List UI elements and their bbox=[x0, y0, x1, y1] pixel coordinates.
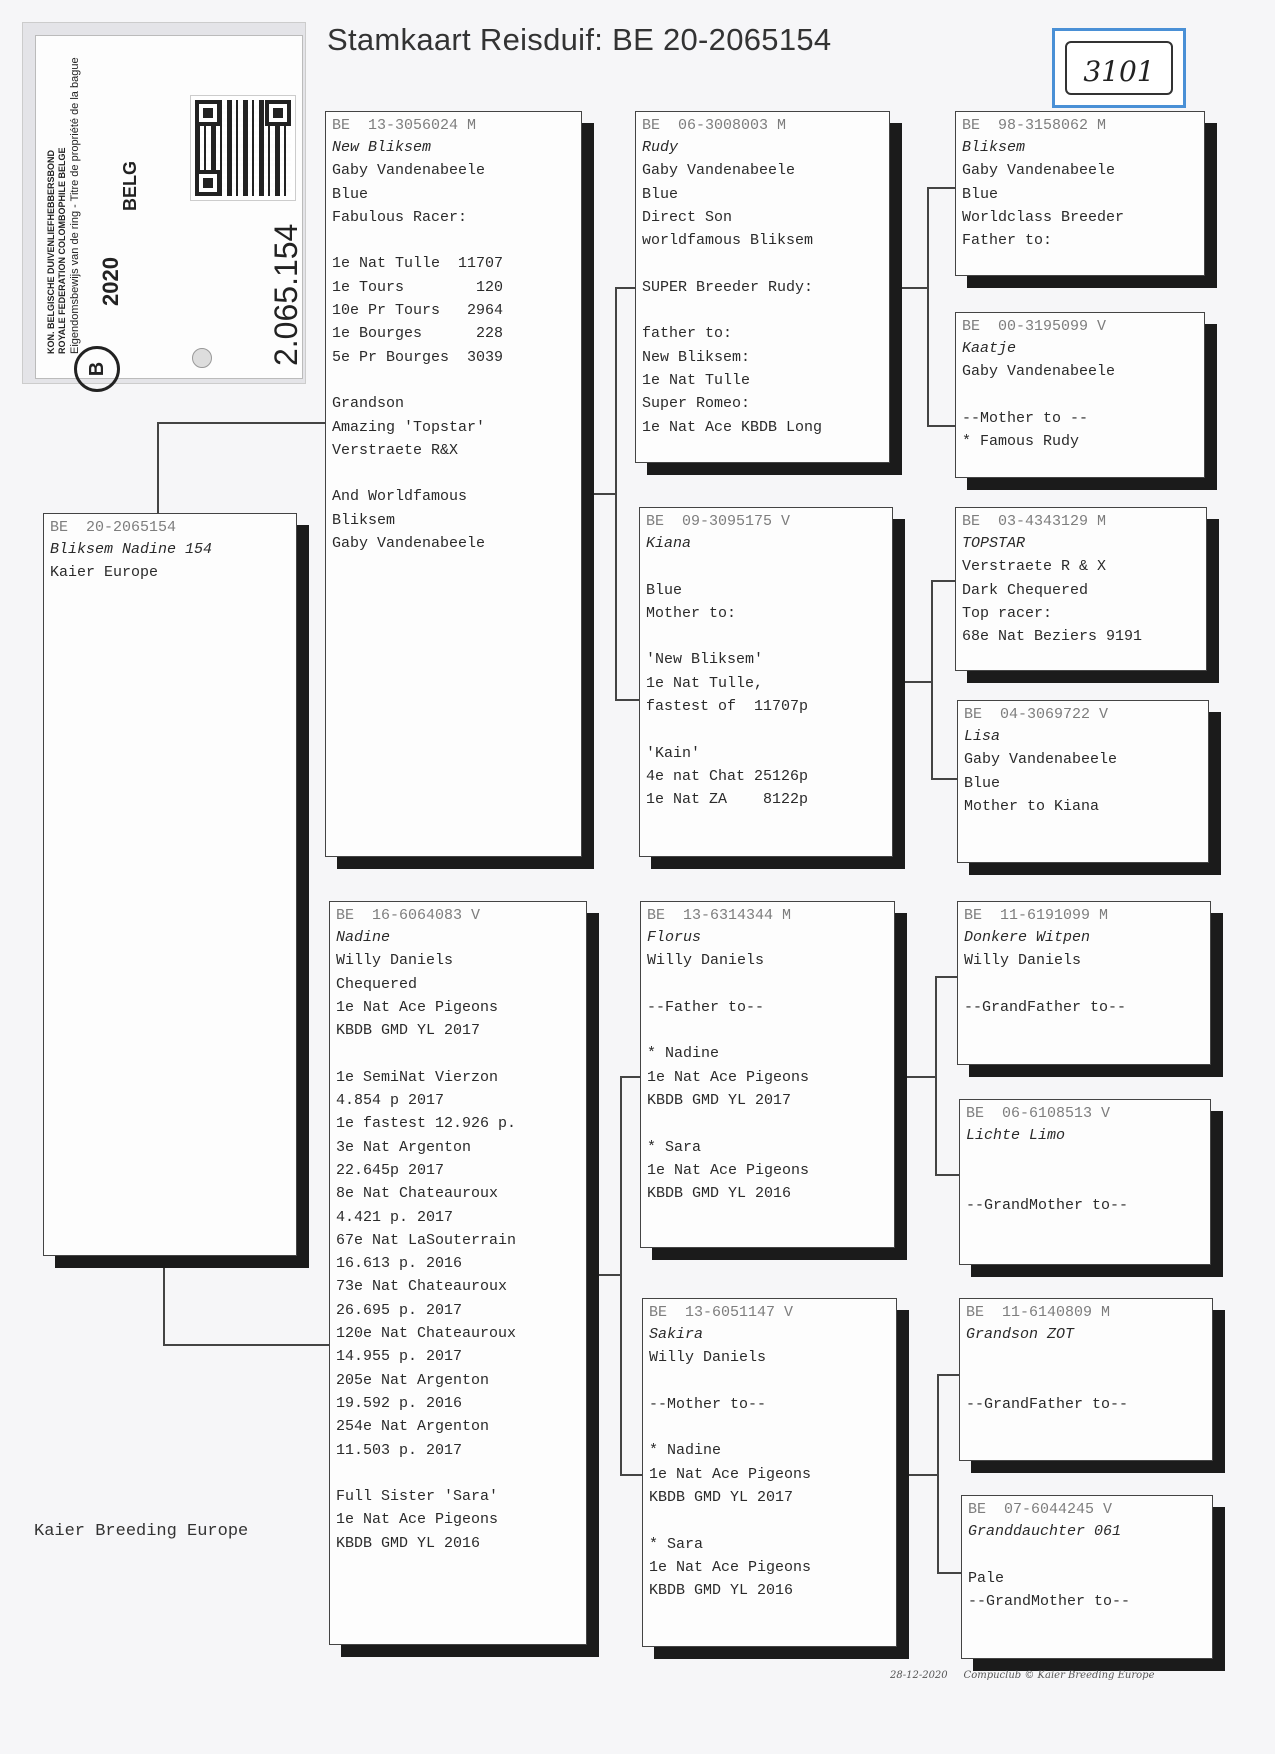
pigeon-name: Kiana bbox=[646, 535, 692, 552]
connector-line bbox=[937, 1374, 961, 1376]
pedigree-line: Worldclass Breeder bbox=[962, 208, 1125, 226]
pedigree-line: Chequered bbox=[336, 975, 418, 993]
pedigree-line bbox=[649, 1416, 890, 1439]
pigeon-name: TOPSTAR bbox=[962, 535, 1026, 552]
pedigree-line bbox=[332, 369, 575, 392]
pedigree-line: Mother to: bbox=[646, 604, 737, 622]
ring-card-country: BELG bbox=[120, 160, 140, 211]
pedigree-line: worldfamous Bliksem bbox=[642, 232, 814, 250]
connector-line bbox=[582, 493, 616, 495]
pedigree-line: And Worldfamous bbox=[332, 488, 468, 506]
sire-dam-box bbox=[639, 507, 893, 857]
pedigree-line bbox=[646, 718, 886, 741]
connector-line bbox=[927, 187, 955, 189]
pedigree-line: KBDB GMD YL 2016 bbox=[336, 1534, 481, 1552]
pedigree-line: Gaby Vandenabeele bbox=[642, 162, 796, 180]
pigeon-name: Nadine bbox=[336, 929, 391, 946]
sire-dam-sire-box bbox=[955, 507, 1207, 671]
pedigree-line bbox=[646, 625, 886, 648]
pedigree-line: Mother to Kiana bbox=[964, 797, 1100, 815]
dam-sire-sire-box bbox=[957, 901, 1211, 1065]
pedigree-line bbox=[332, 229, 575, 252]
dam-sire-box bbox=[640, 901, 895, 1248]
connector-line bbox=[935, 976, 937, 1176]
pigeon-name: Rudy bbox=[642, 139, 679, 156]
pedigree-line: 'Kain' bbox=[646, 744, 701, 762]
ring-ownership-card bbox=[22, 22, 306, 384]
dam-dam-box bbox=[642, 1298, 897, 1647]
pedigree-line: 1e Nat Ace Pigeons bbox=[336, 998, 499, 1016]
pedigree-line bbox=[649, 1370, 890, 1393]
stamp-number: 3101 bbox=[1083, 55, 1155, 88]
dam-dam-dam-box bbox=[961, 1495, 1213, 1659]
connector-line bbox=[931, 778, 957, 780]
ring-number: BE 11-6191099 M bbox=[964, 907, 1109, 924]
ring-card-org-line2: ROYALE FEDERATION COLOMBOPHILE BELGE bbox=[57, 147, 67, 354]
pedigree-line: 10e Pr Tours 2964 bbox=[332, 302, 504, 320]
pedigree-line: 67e Nat LaSouterrain bbox=[336, 1231, 517, 1249]
pedigree-line: Willy Daniels bbox=[964, 952, 1082, 970]
pedigree-line: Top racer: bbox=[962, 604, 1053, 622]
pigeon-name: Grandson ZOT bbox=[966, 1326, 1075, 1343]
pedigree-line: Bliksem bbox=[332, 511, 396, 529]
pedigree-line: Willy Daniels bbox=[649, 1349, 767, 1367]
ring-number: BE 00-3195099 V bbox=[962, 318, 1107, 335]
pedigree-line: Dark Chequered bbox=[962, 581, 1089, 599]
dam-box bbox=[329, 901, 587, 1645]
pedigree-line: Amazing 'Topstar' bbox=[332, 418, 486, 436]
pedigree-line: Verstraete R & X bbox=[962, 558, 1107, 576]
ring-card-org-line1: KON. BELGISCHE DUIVENLIEFHEBBERSBOND bbox=[46, 149, 56, 354]
pedigree-line: 1e Nat Tulle, bbox=[646, 674, 764, 692]
connector-line bbox=[902, 287, 928, 289]
pedigree-line: 68e Nat Beziers 9191 bbox=[962, 628, 1143, 646]
pedigree-line: 1e Nat ZA 8122p bbox=[646, 791, 809, 809]
pedigree-line: * Famous Rudy bbox=[962, 433, 1080, 451]
pigeon-name: Lichte Limo bbox=[966, 1127, 1066, 1144]
pedigree-line: KBDB GMD YL 2017 bbox=[647, 1092, 792, 1110]
pedigree-line: Gaby Vandenabeele bbox=[962, 162, 1116, 180]
ring-number: BE 07-6044245 V bbox=[968, 1501, 1113, 1518]
pedigree-line: KBDB GMD YL 2017 bbox=[336, 1022, 481, 1040]
connector-line bbox=[163, 1344, 329, 1346]
pedigree-line: 1e Nat Tulle 11707 bbox=[332, 255, 504, 273]
pedigree-line: Gaby Vandenabeele bbox=[332, 162, 486, 180]
pedigree-line: 14.955 p. 2017 bbox=[336, 1348, 463, 1366]
pedigree-line: --Father to-- bbox=[647, 998, 765, 1016]
pedigree-line bbox=[966, 1171, 1204, 1194]
sire-sire-dam-box bbox=[955, 312, 1205, 478]
ring-card-doc-line: Eigendomsbewijs van de ring - Titre de propriété de la bague bbox=[69, 57, 81, 354]
pedigree-line: Blue bbox=[964, 774, 1001, 792]
pigeon-name: Kaatje bbox=[962, 340, 1017, 357]
pedigree-line: 1e Bourges 228 bbox=[332, 325, 504, 343]
connector-line bbox=[620, 1076, 622, 1476]
ring-number: BE 09-3095175 V bbox=[646, 513, 791, 530]
pedigree-line: 1e fastest 12.926 p. bbox=[336, 1115, 517, 1133]
punch-hole bbox=[192, 348, 212, 368]
dam-dam-sire-box bbox=[959, 1298, 1213, 1461]
pedigree-line bbox=[646, 555, 886, 578]
handwritten-number-stamp bbox=[1052, 28, 1186, 108]
pedigree-line: 22.645p 2017 bbox=[336, 1161, 445, 1179]
pedigree-line: 16.613 p. 2016 bbox=[336, 1255, 463, 1273]
pedigree-line: 120e Nat Chateauroux bbox=[336, 1325, 517, 1343]
ring-number: BE 06-3008003 M bbox=[642, 117, 787, 134]
ring-number: BE 13-3056024 M bbox=[332, 117, 477, 134]
ring-number: BE 16-6064083 V bbox=[336, 907, 481, 924]
pigeon-name: New Bliksem bbox=[332, 139, 432, 156]
connector-line bbox=[587, 1274, 621, 1276]
pedigree-line: Blue bbox=[332, 185, 369, 203]
ring-card-number: 2.065.154 bbox=[268, 223, 304, 366]
ring-number: BE 20-2065154 bbox=[50, 519, 177, 536]
pedigree-line: father to: bbox=[642, 325, 733, 343]
dam-sire-dam-box bbox=[959, 1099, 1211, 1265]
sire-sire-sire-box bbox=[955, 111, 1205, 276]
pedigree-line: 1e Nat Ace Pigeons bbox=[336, 1511, 499, 1529]
pedigree-line: 1e Nat Tulle bbox=[642, 371, 751, 389]
pedigree-line: 4.854 p 2017 bbox=[336, 1092, 445, 1110]
pedigree-line: KBDB GMD YL 2016 bbox=[647, 1185, 792, 1203]
connector-line bbox=[935, 976, 959, 978]
ring-number: BE 11-6140809 M bbox=[966, 1304, 1111, 1321]
pedigree-line: 19.592 p. 2016 bbox=[336, 1394, 463, 1412]
pedigree-line bbox=[962, 384, 1198, 407]
pedigree-line: --GrandMother to-- bbox=[966, 1196, 1129, 1214]
connector-line bbox=[615, 287, 617, 700]
pedigree-line: Gaby Vandenabeele bbox=[962, 363, 1116, 381]
connector-line bbox=[906, 1076, 936, 1078]
pedigree-line bbox=[647, 1112, 888, 1135]
pedigree-line: --GrandMother to-- bbox=[968, 1592, 1131, 1610]
pigeon-name: Granddauchter 061 bbox=[968, 1523, 1122, 1540]
connector-line bbox=[931, 580, 957, 582]
ring-number: BE 06-6108513 V bbox=[966, 1105, 1111, 1122]
connector-line bbox=[931, 580, 933, 780]
sire-box bbox=[325, 111, 582, 857]
pedigree-line: New Bliksem: bbox=[642, 348, 751, 366]
pedigree-line: * Nadine bbox=[647, 1045, 720, 1063]
connector-line bbox=[908, 1474, 938, 1476]
ring-number: BE 98-3158062 M bbox=[962, 117, 1107, 134]
pigeon-name: Florus bbox=[647, 929, 702, 946]
pedigree-line bbox=[968, 1543, 1206, 1566]
pedigree-line: --Mother to -- bbox=[962, 409, 1089, 427]
pigeon-name: Bliksem bbox=[962, 139, 1026, 156]
pedigree-line: Super Romeo: bbox=[642, 395, 751, 413]
pedigree-line bbox=[966, 1147, 1204, 1170]
pedigree-line: 1e Nat Ace Pigeons bbox=[647, 1161, 810, 1179]
ring-card-inner bbox=[35, 35, 303, 379]
pedigree-line: Fabulous Racer: bbox=[332, 208, 468, 226]
pedigree-line: Blue bbox=[642, 185, 679, 203]
pedigree-line bbox=[647, 1019, 888, 1042]
pedigree-line bbox=[332, 462, 575, 485]
ring-number: BE 03-4343129 M bbox=[962, 513, 1107, 530]
connector-line bbox=[620, 1474, 642, 1476]
pedigree-line: 1e SemiNat Vierzon bbox=[336, 1068, 499, 1086]
pedigree-line: Verstraete R&X bbox=[332, 441, 459, 459]
pedigree-line: Willy Daniels bbox=[647, 952, 765, 970]
pedigree-line: 73e Nat Chateauroux bbox=[336, 1278, 508, 1296]
pedigree-line: Gaby Vandenabeele bbox=[332, 535, 486, 553]
pedigree-line: * Nadine bbox=[649, 1442, 722, 1460]
connector-line bbox=[620, 1076, 640, 1078]
pedigree-line: Blue bbox=[962, 185, 999, 203]
pedigree-line: 5e Pr Bourges 3039 bbox=[332, 348, 504, 366]
page-title: Stamkaart Reisduif: BE 20-2065154 bbox=[327, 22, 832, 57]
pedigree-line: SUPER Breeder Rudy: bbox=[642, 278, 814, 296]
pedigree-line: * Sara bbox=[649, 1535, 704, 1553]
pedigree-line: 11.503 p. 2017 bbox=[336, 1441, 463, 1459]
pedigree-line: fastest of 11707p bbox=[646, 698, 809, 716]
pedigree-line: 4.421 p. 2017 bbox=[336, 1208, 454, 1226]
pedigree-line bbox=[642, 252, 883, 275]
pedigree-line: Willy Daniels bbox=[336, 952, 454, 970]
pedigree-line: 3e Nat Argenton bbox=[336, 1138, 472, 1156]
pedigree-line: Kaier Europe bbox=[50, 564, 159, 582]
connector-line bbox=[163, 1266, 165, 1346]
pedigree-line: 1e Nat Ace KBDB Long bbox=[642, 418, 823, 436]
pedigree-line: * Sara bbox=[647, 1138, 702, 1156]
ring-card-year: 2020 bbox=[98, 257, 123, 306]
pedigree-line: 1e Tours 120 bbox=[332, 278, 504, 296]
pedigree-line: Grandson bbox=[332, 395, 405, 413]
pedigree-line bbox=[964, 973, 1204, 996]
ring-card-org-text bbox=[46, 57, 82, 354]
pedigree-line: KBDB GMD YL 2017 bbox=[649, 1489, 794, 1507]
pedigree-line: --GrandFather to-- bbox=[964, 998, 1127, 1016]
sire-dam-dam-box bbox=[957, 700, 1209, 863]
kbdb-logo-icon: B bbox=[74, 346, 120, 392]
pedigree-line: KBDB GMD YL 2016 bbox=[649, 1582, 794, 1600]
pedigree-line bbox=[336, 1042, 580, 1065]
pedigree-line: Pale bbox=[968, 1569, 1005, 1587]
pedigree-line bbox=[966, 1370, 1206, 1393]
pedigree-line: 1e Nat Ace Pigeons bbox=[649, 1465, 812, 1483]
pigeon-name: Sakira bbox=[649, 1326, 704, 1343]
pigeon-name: Lisa bbox=[964, 728, 1001, 745]
pedigree-line bbox=[649, 1509, 890, 1532]
pedigree-line bbox=[336, 1462, 580, 1485]
connector-line bbox=[935, 1174, 959, 1176]
pigeon-name: Donkere Witpen bbox=[964, 929, 1091, 946]
pedigree-line: Father to: bbox=[962, 232, 1053, 250]
pedigree-line bbox=[642, 299, 883, 322]
pedigree-line: 4e nat Chat 25126p bbox=[646, 767, 809, 785]
pedigree-line bbox=[966, 1346, 1206, 1369]
pedigree-line: 254e Nat Argenton bbox=[336, 1418, 490, 1436]
connector-line bbox=[937, 1374, 939, 1574]
connector-line bbox=[615, 287, 635, 289]
print-credit: 28-12-2020 Compuclub © Kaier Breeding Europe bbox=[890, 1670, 1155, 1681]
connector-line bbox=[937, 1572, 961, 1574]
pedigree-line: 8e Nat Chateauroux bbox=[336, 1185, 499, 1203]
connector-line bbox=[927, 425, 955, 427]
pedigree-line: 1e Nat Ace Pigeons bbox=[647, 1068, 810, 1086]
ring-number: BE 13-6051147 V bbox=[649, 1304, 794, 1321]
connector-line bbox=[157, 422, 325, 424]
qr-code-icon bbox=[191, 96, 295, 200]
connector-line bbox=[927, 187, 929, 427]
pedigree-line: Direct Son bbox=[642, 208, 733, 226]
pedigree-line: --Mother to-- bbox=[649, 1395, 767, 1413]
subject-pigeon-box bbox=[43, 513, 297, 1256]
pedigree-line: 'New Bliksem' bbox=[646, 651, 764, 669]
sire-sire-box bbox=[635, 111, 890, 463]
pedigree-line: 205e Nat Argenton bbox=[336, 1371, 490, 1389]
pedigree-line: --GrandFather to-- bbox=[966, 1395, 1129, 1413]
connector-line bbox=[615, 699, 639, 701]
ring-number: BE 13-6314344 M bbox=[647, 907, 792, 924]
pedigree-line: Blue bbox=[646, 581, 683, 599]
pedigree-line: 26.695 p. 2017 bbox=[336, 1301, 463, 1319]
pigeon-name: Bliksem Nadine 154 bbox=[50, 541, 213, 558]
connector-line bbox=[157, 422, 159, 514]
pedigree-line: 1e Nat Ace Pigeons bbox=[649, 1558, 812, 1576]
connector-line bbox=[902, 681, 932, 683]
pedigree-line: Gaby Vandenabeele bbox=[964, 751, 1118, 769]
pedigree-line bbox=[647, 973, 888, 996]
breeder-footer: Kaier Breeding Europe bbox=[34, 1522, 249, 1541]
pedigree-line: Full Sister 'Sara' bbox=[336, 1488, 499, 1506]
ring-number: BE 04-3069722 V bbox=[964, 706, 1109, 723]
